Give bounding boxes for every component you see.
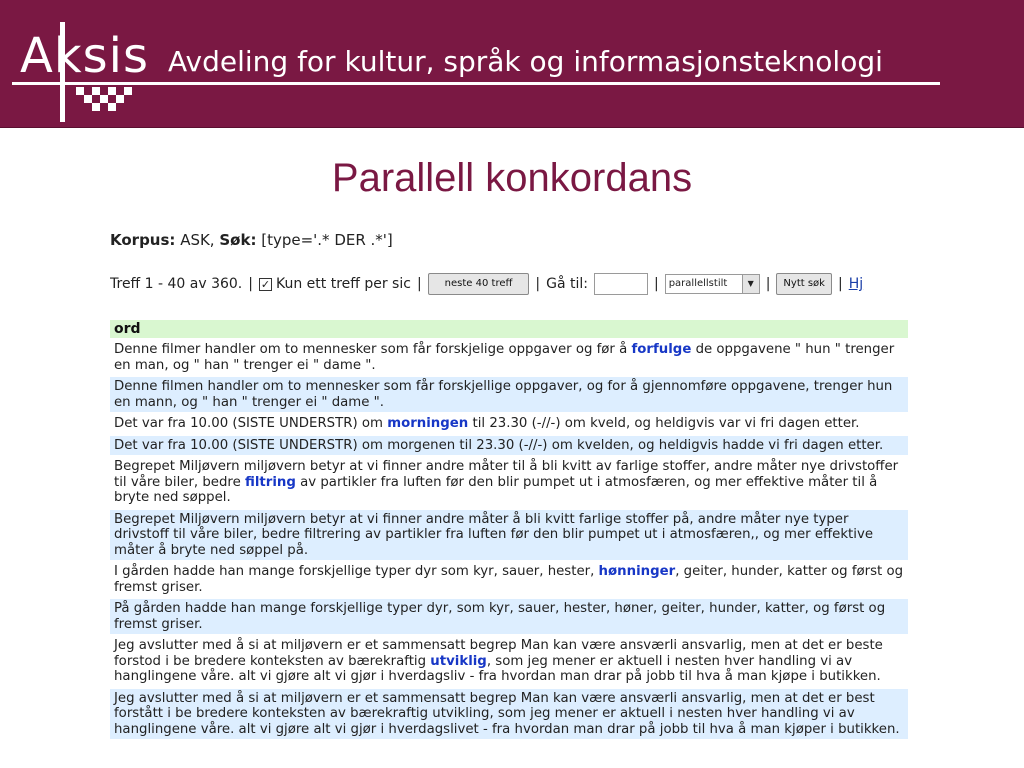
department-name: Avdeling for kultur, språk og informasjonsteknologi [168,45,883,78]
view-mode-select[interactable] [665,274,760,294]
sentence-text-after: til 23.30 (-//-) om kveld, og heldigvis var vi fri dagen etter. [468,416,860,431]
sentence-text-before: Denne filmer handler om to mennesker som får forskjelige oppgaver og før å [114,342,632,357]
checkbox-label: Kun ett treff per sic [275,276,411,292]
learner-sentence-row [110,412,908,434]
goto-input[interactable] [594,273,648,295]
next-40-button[interactable]: neste 40 treff [428,273,530,295]
match-word[interactable]: hønninger [598,564,676,579]
goto-label: Gå til: [546,276,588,292]
sentence-text-after: av partikler fra luften før den blir pumpet ut i atmosfæren, og mer effektive måter til å bryte ned søppel. [114,474,878,505]
query-value: [type='.* DER .*'] [261,231,393,249]
corpus-label: Korpus: [110,231,176,249]
learner-sentence-row [110,338,908,375]
sentence-text-before: Det var fra 10.00 (SISTE UNDERSTR) om [114,416,388,431]
help-link[interactable]: Hj [848,276,864,292]
corpus-value: ASK, [180,231,215,249]
dropdown-arrow-icon[interactable]: ▼ [742,275,759,293]
corrected-sentence-row [110,687,908,740]
corrected-sentence-row [110,434,908,456]
aksis-logo: Aksis [20,28,149,84]
results-toolbar: Treff 1 - 40 av 360. | ✓ Kun ett treff per sic | neste 40 treff | Gå til: | parallellstilt ▼ | Nytt søk | Hj [110,270,863,298]
sentence-text-before: I gården hadde han mange forskjellige typer dyr som kyr, sauer, hester, [114,564,599,579]
one-hit-per-sentence-checkbox[interactable]: ✓ [260,277,271,291]
banner-divider [12,82,940,85]
column-header-ord: ord [110,320,908,338]
sentence-text-before: Jeg avslutter med å si at miljøvern er et sammensatt begrep Man kan være ansværli ansvarlig, men at det er best forstått i be bredere konteksten av bærekraftig utvikling, som jeg mener er aktuell i nesten hver handling vi av hanglingene våre. alt vi gjøre alt vi gjør i hverdagslivet - fra hvordan man drar på jobb til hva å man kjøper i butikken. [114,690,900,737]
view-mode-value: parallellstilt [668,278,728,289]
sentence-text-before: På gården hadde han mange forskjellige typer dyr, som kyr, sauer, hester, høner, geiter, hunder, katter, og først og fremst griser. [114,601,886,632]
match-word[interactable]: morningen [387,416,469,431]
corrected-sentence-row [110,375,908,412]
sentence-text-before: Jeg avslutter med å si at miljøvern er et sammensatt begrep Man kan være ansværli ansvarlig, men at det er beste forstod i be bredere konteksten av bærekraftig [114,638,883,669]
match-word[interactable]: filtring [245,474,296,490]
query-label: Søk: [219,231,257,249]
slide-title: Parallell konkordans [331,156,693,200]
sentence-text-before: Begrepet Miljøvern miljøvern betyr at vi finner andre måter å bli kvitt farlige stoffer på, andre måter nye typer drivstoff til våre biler, bedre filtrering av partikler fra luften før den blir pumpet ut i atmosfæren,, og mer effektive måter å bryte ned søppel på. [114,511,874,558]
match-word[interactable]: forfulge [631,342,692,357]
sentence-text-before: Det var fra 10.00 (SISTE UNDERSTR) om morgenen til 23.30 (-//-) om kvelden, og heldigvis hadde vi fri dagen etter. [114,437,884,453]
logo-checker-pattern [76,87,132,113]
sentence-text-after: , som jeg mener er aktuell i nesten hver handling vi av hanglingene våre. alt vi gjøre alt vi gjør i hverdagsliv - fra hvordan man drar på jobb til hva å man kjøpe i butikken. [114,653,881,684]
header-banner [0,0,1024,128]
learner-sentence-row [110,560,908,597]
sentence-text-after: , geiter, hunder, katter og først og fremst griser. [114,564,904,595]
search-summary [110,228,393,252]
learner-sentence-row [110,455,908,508]
results-table [110,320,908,739]
corrected-sentence-row [110,508,908,561]
corrected-sentence-row [110,597,908,634]
sentence-text-after: de oppgavene " hun " trenger en man, og " han " trenger ei " dame ". [114,342,895,373]
match-word[interactable]: utviklig [430,653,487,669]
sentence-text-before: Denne filmen handler om to mennesker som får forskjellige oppgaver, og for å gjennomføre oppgavene, trenger hun en mann, og " han " trenger ei " dame ". [114,379,893,410]
concordance-screenshot [110,226,908,768]
results-rows [110,338,908,739]
hits-count: Treff 1 - 40 av 360. [110,276,243,292]
sentence-text-before: Begrepet Miljøvern miljøvern betyr at vi finner andre måter til å bli kvitt av farlige stoffer, andre måter nye drivstoffer til våre biler, bedre [114,459,899,490]
new-search-button[interactable]: Nytt søk [776,273,832,295]
learner-sentence-row [110,634,908,687]
